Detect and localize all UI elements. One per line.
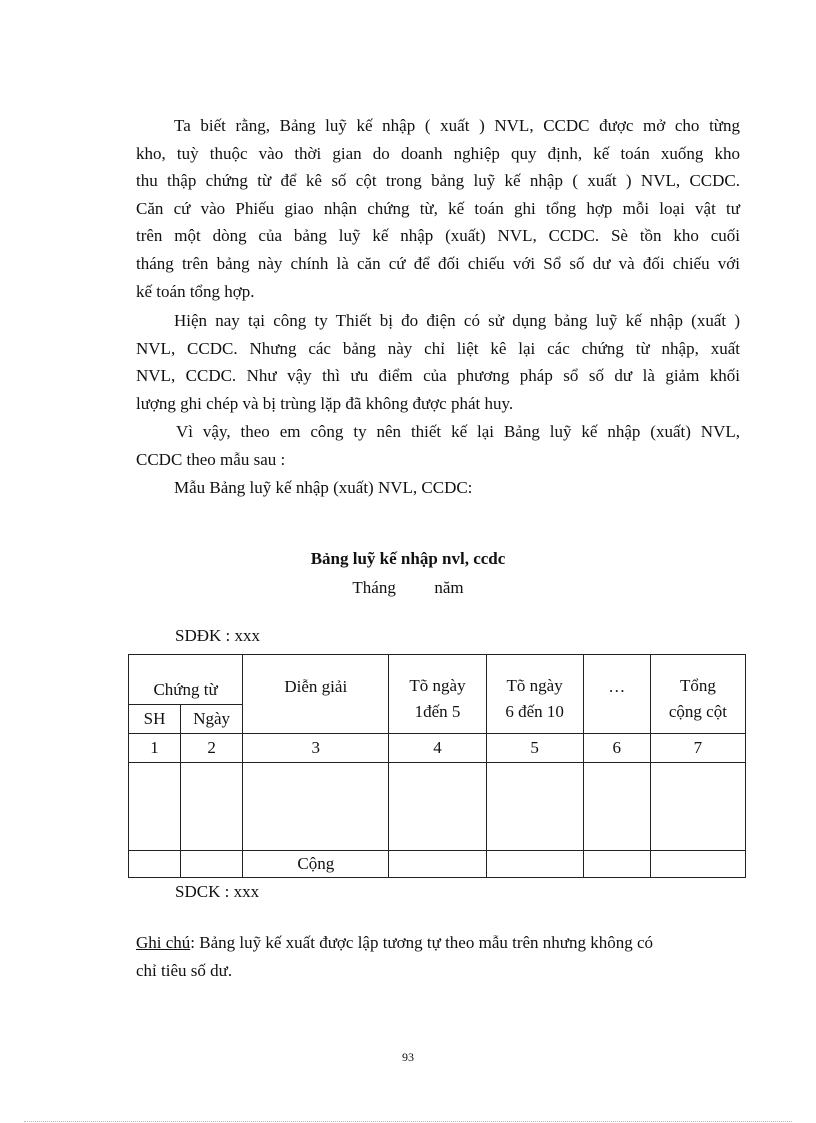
paragraph-line: Vì vậy, theo em công ty nên thiết kế lại Bảng luỹ kế nhập (xuất) NVL, <box>176 422 740 441</box>
table-cell <box>650 763 745 851</box>
closing-balance: SDCK : xxx <box>175 882 260 901</box>
note-label: Ghi chú <box>136 933 191 952</box>
page-number: 93 <box>402 1050 414 1064</box>
note-text-line1: : Bảng luỹ kế xuất được lập tương tự theo mẫu trên nhưng không có <box>190 933 654 952</box>
paragraph-line: NVL, CCDC. Như vậy thì ưu điểm của phương pháp sổ số dư là giảm khối <box>136 366 740 386</box>
paragraph-line: Căn cứ vào Phiếu giao nhận chứng từ, kế toán ghi tổng hợp mỗi loại vật tư <box>136 198 740 218</box>
table-body-row <box>129 763 746 851</box>
header-to-ngay-1-line1: Tõ ngày <box>409 676 466 695</box>
header-tong-line2: cộng cột <box>668 702 727 721</box>
header-to-ngay-1 <box>389 655 486 734</box>
paragraph-3 <box>136 418 740 473</box>
total-row <box>129 851 746 878</box>
opening-balance: SDĐK : xxx <box>175 626 261 645</box>
column-number: 6 <box>583 734 650 763</box>
header-to-ngay-2 <box>486 655 583 734</box>
paragraph-line: Mẫu Bảng luỹ kế nhập (xuất) NVL, CCDC: <box>174 478 473 497</box>
paragraph-line: tháng trên bảng này chính là căn cứ để đối chiếu với Sổ số dư và đối chiếu với <box>136 253 740 273</box>
column-number: 3 <box>243 734 389 763</box>
paragraph-2 <box>136 307 740 417</box>
paragraph-line: trên một dòng của bảng luỹ kế nhập (xuất) NVL, CCDC. Sè tồn kho cuối <box>136 226 740 246</box>
note-text-line2: chỉ tiêu số dư. <box>136 960 233 980</box>
header-tong-cong <box>650 655 745 734</box>
column-number: 1 <box>129 734 181 763</box>
note <box>136 929 740 984</box>
paragraph-1 <box>136 112 740 305</box>
total-label: Cộng <box>243 851 389 878</box>
table-cell <box>181 763 243 851</box>
header-to-ngay-1-line2: 1đến 5 <box>414 702 461 721</box>
table-cell <box>486 851 583 878</box>
ledger-table <box>128 654 746 878</box>
column-number: 5 <box>486 734 583 763</box>
table-cell <box>389 763 486 851</box>
paragraph-line: CCDC theo mẫu sau : <box>136 449 286 469</box>
paragraph-line: kế toán tổng hợp. <box>136 281 255 301</box>
table-cell <box>243 763 389 851</box>
paragraph-4 <box>136 474 740 502</box>
header-sh: SH <box>129 705 181 734</box>
column-number: 2 <box>181 734 243 763</box>
paragraph-line: thu thập chứng từ để kê số cột trong bảng luỹ kế nhập ( xuất ) NVL, CCDC. <box>136 171 740 191</box>
table-cell <box>389 851 486 878</box>
table-title: Bảng luỹ kế nhập nvl, ccdc <box>310 549 506 568</box>
table-subtitle <box>0 578 816 598</box>
paragraph-line: Ta biết rằng, Bảng luỹ kế nhập ( xuất ) NVL, CCDC được mở cho từng <box>174 116 740 135</box>
year-label: năm <box>434 578 464 597</box>
table-cell <box>129 851 181 878</box>
table-cell <box>650 851 745 878</box>
table-cell <box>129 763 181 851</box>
paragraph-line: kho, tuỳ thuộc vào thời gian do doanh nghiệp quy định, kế toán xuống kho <box>136 143 740 163</box>
month-label: Tháng <box>352 578 396 597</box>
header-chung-tu: Chứng từ <box>129 655 243 705</box>
table-cell <box>583 851 650 878</box>
column-number-row <box>129 734 746 763</box>
paragraph-line: Hiện nay tại công ty Thiết bị đo điện có sử dụng bảng luỹ kế nhập (xuất ) <box>174 311 740 330</box>
table-cell <box>486 763 583 851</box>
paragraph-line: NVL, CCDC. Nhưng các bảng này chỉ liệt kê lại các chứng từ nhập, xuất <box>136 338 740 358</box>
header-ellipsis: … <box>583 655 650 734</box>
footer-divider <box>24 1121 792 1122</box>
table-cell <box>181 851 243 878</box>
header-to-ngay-2-line1: Tõ ngày <box>506 676 563 695</box>
header-dien-giai: Diễn giải <box>243 655 389 734</box>
header-tong-line1: Tổng <box>679 676 716 695</box>
header-to-ngay-2-line2: 6 đến 10 <box>505 702 564 721</box>
header-ngay: Ngày <box>181 705 243 734</box>
table-cell <box>583 763 650 851</box>
paragraph-line: lượng ghi chép và bị trùng lặp đã không được phát huy. <box>136 393 514 413</box>
column-number: 4 <box>389 734 486 763</box>
column-number: 7 <box>650 734 745 763</box>
